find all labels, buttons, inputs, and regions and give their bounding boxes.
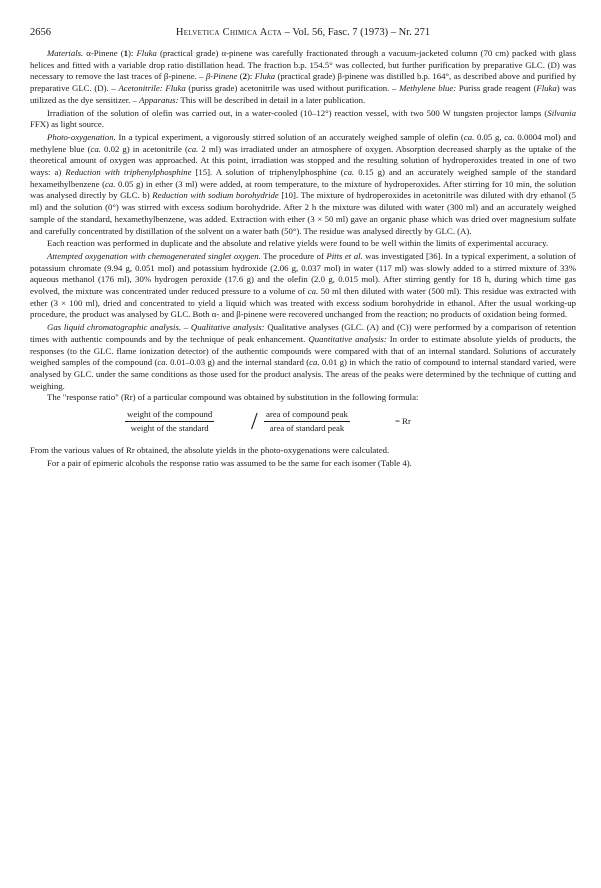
article-body [30, 48, 576, 470]
response-ratio-formula [30, 408, 576, 440]
paragraph-attempted-oxygenation: Attempted oxygenation with chemogenerated singlet oxygen. The procedure of Pitts et al. was investigated [36]. In a typical experiment, a solution of potassium chromate (9.94 g, 0.051 mol) and potassium hydroxide (2.06 g, 0.037 mol) in water (117 ml) was slowly added to a stirred mixture of 33% aqueous methanol (176 ml), 30% hydrogen peroxide (17.6 g) and the olefin (2.0 g, 0.015 mol). After stirring gently for 18 h, during which time gas evolved, the mixture was concentrated under reduced pressure to a volume of ca. 50 ml then diluted with water (500 ml). This residue was extracted with ether (3 × 100 ml), dried and concentrated to yield a liquid which was treated with excess sodium borohydride in ethanol. After the usual working-up procedure, the product was analysed by GLC. Both α- and β-pinene were recovered unchanged from the reaction; no products of oxidation being formed. [30, 250, 576, 320]
paragraph-epimeric: For a pair of epimeric alcohols the response ratio was assumed to be the same for each isomer (Table 4). [47, 457, 412, 468]
paragraph-gas-chromatography: Gas liquid chromatographic analysis. – Qualitative analysis: Qualitative analyses (GLC. (A) and (C)) were performed by a comparison of retention times with authentic compounds and by the technique of peak enhancement. Quantitative analysis: In order to estimate absolute yields of products, the responses (to the GLC. flame ionization detector) of the authentic compounds were compared with that of an internal standard. Solutions of accurately weighed samples of the compound (ca. 0.01–0.03 g) and the internal standard (ca. 0.01 g) in which the ratio of compound to internal standard varied, were analysed by GLC. under the same conditions as those used for the product analysis. The areas of the peaks were determined by the technique of cutting and weighing. [30, 322, 577, 391]
paragraph-irradiation: Irradiation of the solution of olefin was carried out, in a water-cooled (10–12°) reaction vessel, with two 500 W tungsten projector lamps (Silvania FFX) as light source. [30, 107, 576, 130]
paragraph-response-ratio: The "response ratio" (Rr) of a particular compound was obtained by substitution in the following formula: [47, 392, 419, 403]
journal-title: Helvetica Chimica Acta [175, 27, 283, 38]
formula-result: = Rr [395, 416, 411, 427]
weight-fraction [125, 408, 214, 435]
area-fraction [264, 408, 350, 435]
heading-gas-chromatography: Gas liquid chromatographic analysis. – Qualitative analysis: [47, 322, 265, 333]
heading-photo-oxygenation: Photo-oxygenation. [47, 131, 116, 142]
heading-attempted-oxygenation: Attempted oxygenation with chemogenerated singlet oxygen. [47, 250, 261, 261]
paragraph-materials: Materials. α-Pinene (1): Fluka (practical grade) α-pinene was carefully fractionated through a vacuum-jacketed column (70 cm) packed with glass helices and fitted with a variable drop ratio distillation head. The fraction b.p. 154.5° was collected, but further purification by preparative GLC. (D) was necessary to remove the last traces of β-pinene. – β-Pinene (2): Fluka (practical grade) β-pinene was distilled b.p. 164°, as described above and purified by preparative GLC. (D). – Acetonitrile: Fluka (puriss grade) acetonitrile was used without purification. – Methylene blue: Puriss grade reagent (Fluka) was utilized as the dye sensitizer. – Apparatus: This will be described in detail in a later publication. [30, 48, 576, 105]
weight-denominator: weight of the standard [130, 423, 209, 434]
page-number: 2656 [30, 27, 51, 38]
division-slash: / [251, 409, 258, 436]
paragraph-values: From the various values of Rr obtained, the absolute yields in the photo-oxygenations were calculated. [30, 445, 390, 456]
area-numerator: area of compound peak [264, 408, 350, 422]
area-denominator: area of standard peak [269, 423, 345, 434]
paragraph-duplicate: Each reaction was performed in duplicate and the absolute and relative yields were found to be well within the limits of experimental accuracy. [47, 238, 549, 249]
paragraph-photo-oxygenation: Photo-oxygenation. In a typical experiment, a vigorously stirred solution of an accurately weighed sample of olefin (ca. 0.05 g, ca. 0.0004 mol) and methylene blue (ca. 0.02 g) in acetonitrile (ca. 2 ml) was irradiated under an atmosphere of oxygen. Absorption decreased sharply as the uptake of the theoretical amount of oxygen was approached. At this point, irradiation was stopped and the resulting solution of hydroperoxides treated in one of two ways: a) Reduction with triphenylphosphine [15]. A solution of triphenylphosphine (ca. 0.15 g) and an accurately weighed sample of the standard hexamethylbenzene (ca. 0.05 g) in ether (3 ml) were added, at room temperature, to the mixture of hydroperoxides. After stirring for 10 min, the solution was analysed directly by GLC. b) Reduction with sodium borohydride [10]. The mixture of hydroperoxides in acetonitrile was diluted with dry ethanol (5 ml) and the solution (0°) was stirred with excess sodium borohydride. After 2 h the mixture was diluted with water (300 ml) and an accurately weighed sample of the standard, hexamethylbenzene, was added. Extraction with ether (3 × 50 ml) gave an organic phase which was dried over magnesium sulfate and carefully concentrated by distillation of the solvent on a water bath (50°). The residue was analysed directly by GLC. (A). [30, 131, 577, 236]
running-header [30, 26, 576, 40]
heading-materials: Materials. [47, 48, 84, 58]
weight-numerator: weight of the compound [125, 408, 214, 422]
journal-volume: – Vol. 56, Fasc. 7 (1973) – Nr. 271 [284, 27, 431, 38]
